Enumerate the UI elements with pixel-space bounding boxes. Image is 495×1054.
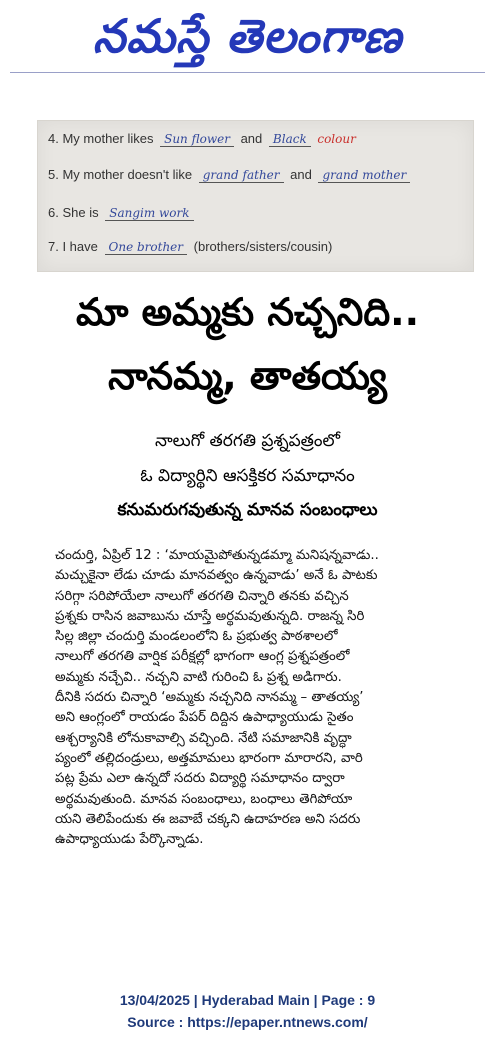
worksheet-photo	[37, 120, 474, 272]
body-line: నాలుగో తరగతి వార్షిక పరీక్షల్లో భాగంగా ఆంగ్ల ప్రశ్నపత్రంలో	[55, 649, 350, 665]
footer-source: Source : https://epaper.ntnews.com/	[127, 1014, 368, 1030]
worksheet-line-7: 7. I have One brother (brothers/sisters/cousin)	[48, 239, 333, 254]
teacher-correction: colour	[317, 132, 356, 146]
body-line: చందుర్తి, ఏప్రిల్ 12 : ‘మాయమైపోతున్నడమ్మా మనిషన్నవాడు..	[55, 548, 379, 563]
newspaper-masthead: నమస్తే తెలంగాణ	[92, 9, 403, 63]
handwritten-answer: Sangim work	[105, 206, 193, 221]
handwritten-answer: grand father	[199, 168, 284, 183]
headline-line-1: మా అమ్మకు నచ్చనిది..	[75, 290, 420, 334]
body-line: అని ఆంగ్లంలో రాయడం పేపర్ దిద్దిన ఉపాధ్యాయుడు సైతం	[55, 710, 354, 726]
handwritten-answer: Sun flower	[160, 132, 234, 147]
body-line: సరిగ్గా సరిపోయేలా నాలుగో తరగతి చిన్నారి తనకు వచ్చిన	[55, 588, 349, 604]
body-line: దీనికి సదరు చిన్నారి ‘అమ్మకు నచ్చనిది నానమ్మ – తాతయ్య’	[55, 690, 364, 706]
worksheet-line-4: 4. My mother likes Sun flower and Black colour	[48, 131, 356, 146]
body-line: ప్రశ్నకు రాసిన జవాబును చూస్తే అర్థమవుతున్నది. రాజన్న సిరి	[55, 608, 365, 624]
subheading-1: నాలుగో తరగతి ప్రశ్నపత్రంలో	[154, 431, 341, 451]
body-line: యని తెలిపేందుకు ఈ జవాబే చక్కని ఉదాహరణ అని సదరు	[55, 811, 361, 827]
handwritten-answer: Black	[269, 132, 311, 147]
body-line: అమ్మకు నచ్చేవి.. నచ్చని వాటి గురించి ఓ ప్రశ్న అడిగారు.	[55, 669, 342, 685]
body-line: ఆశ్చర్యానికి లోనుకావాల్సి వచ్చింది. నేటి సమాజానికి వృద్ధా	[55, 730, 352, 746]
worksheet-line-6: 6. She is Sangim work	[48, 205, 197, 221]
article-body	[55, 546, 485, 850]
footer-dateline: 13/04/2025 | Hyderabad Main | Page : 9	[119, 992, 376, 1008]
body-line: ప్యంలో తల్లిదండ్రులు, అత్తమామలు భారంగా మారారని, వారి	[55, 750, 363, 766]
body-line: అర్థమవుతుంది. మానవ సంబంధాలు, బంధాలు తెగిపోయా	[55, 791, 353, 807]
handwritten-answer: One brother	[105, 240, 188, 255]
body-line: పట్ల ప్రేమ ఎలా ఉన్నదో సదరు విద్యార్థి సమాధానం ద్వారా	[55, 771, 345, 787]
headline-line-2: నానమ్మ, తాతయ్య	[108, 354, 387, 398]
body-line: సిల్ల జిల్లా చందుర్తి మండలంలోని ఓ ప్రభుత్వ పాఠశాలలో	[55, 629, 338, 645]
body-line: మచ్చుకైనా లేడు చూడు మానవత్వం ఉన్నవాడు’ అనే ఓ పాటకు	[55, 568, 378, 584]
subheading-2: ఓ విద్యార్థిని ఆసక్తికర సమాధానం	[140, 466, 355, 486]
body-line: ఉపాధ్యాయుడు పేర్కొన్నాడు.	[55, 832, 204, 848]
subheading-3: కనుమరుగవుతున్న మానవ సంబంధాలు	[117, 500, 378, 520]
worksheet-line-5: 5. My mother doesn't like grand father and grand mother	[48, 167, 413, 183]
masthead-divider	[10, 72, 485, 73]
handwritten-answer: grand mother	[318, 168, 410, 183]
